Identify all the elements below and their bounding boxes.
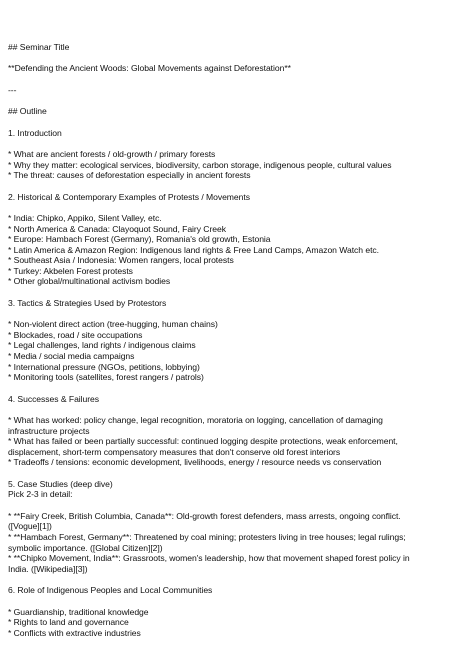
section-4-item: * What has worked: policy change, legal recognition, moratoria on logging, cancellation of damaging xyxy=(8,415,383,426)
section-2-item: * Turkey: Akbelen Forest protests xyxy=(8,265,133,276)
section-4-item: * What has failed or been partially successful: continued logging despite protections, weak enforcement, xyxy=(8,436,398,447)
section-1-title: 1. Introduction xyxy=(8,127,62,138)
section-3-item: * Non-violent direct action (tree-hugging, human chains) xyxy=(8,319,218,330)
section-5-item: symbolic importance. ([Global Citizen][2]) xyxy=(8,542,163,553)
section-5-title: 5. Case Studies (deep dive) xyxy=(8,478,113,489)
section-4-item: displacement, short-term compensatory measures that don't conserve old forest interiors xyxy=(8,446,341,457)
section-3-item: * Legal challenges, land rights / indigenous claims xyxy=(8,340,196,351)
section-2-item: * Other global/multinational activism bodies xyxy=(8,276,171,287)
seminar-title-heading: ## Seminar Title xyxy=(8,42,70,52)
section-1-item: * The threat: causes of deforestation especially in ancient forests xyxy=(8,170,251,181)
section-5-item: * **Chipko Movement, India**: Grassroots, women's leadership, how that movement shaped forest policy in xyxy=(8,553,410,564)
section-4-title: 4. Successes & Failures xyxy=(8,393,100,404)
section-2-title: 2. Historical & Contemporary Examples of Protests / Movements xyxy=(8,191,250,202)
section-2-item: * Latin America & Amazon Region: Indigenous land rights & Free Land Camps, Amazon Watch etc. xyxy=(8,244,380,255)
section-2-item: * Europe: Hambach Forest (Germany), Romania's old growth, Estonia xyxy=(8,234,271,245)
section-5-item: ([Vogue][1]) xyxy=(8,521,52,532)
section-6-title: 6. Role of Indigenous Peoples and Local Communities xyxy=(8,585,213,596)
section-5-intro: Pick 2-3 in detail: xyxy=(8,489,73,500)
section-1-item: * What are ancient forests / old-growth / primary forests xyxy=(8,148,216,159)
section-2-item: * Southeast Asia / Indonesia: Women rangers, local protests xyxy=(8,255,234,266)
section-5-item: * **Hambach Forest, Germany**: Threatened by coal mining; protesters living in tree houses; legal rulings; xyxy=(8,531,406,542)
outline-heading: ## Outline xyxy=(8,106,47,117)
section-5-item: * **Fairy Creek, British Columbia, Canada**: Old-growth forest defenders, mass arrests, ongoing conflict. xyxy=(8,510,401,521)
section-3-item: * Monitoring tools (satellites, forest rangers / patrols) xyxy=(8,372,204,383)
section-1-item: * Why they matter: ecological services, biodiversity, carbon storage, indigenous people, cultural values xyxy=(8,159,392,170)
section-5-item: India. ([Wikipedia][3]) xyxy=(8,563,88,574)
section-2-item: * India: Chipko, Appiko, Silent Valley, etc. xyxy=(8,212,162,223)
section-6-item: * Guardianship, traditional knowledge xyxy=(8,606,149,617)
section-3-item: * International pressure (NGOs, petitions, lobbying) xyxy=(8,361,200,372)
section-2-item: * North America & Canada: Clayoquot Sound, Fairy Creek xyxy=(8,223,226,234)
section-3-title: 3. Tactics & Strategies Used by Protestors xyxy=(8,297,167,308)
section-6-item: * Rights to land and governance xyxy=(8,617,129,628)
horizontal-rule-marker: --- xyxy=(8,84,17,95)
seminar-title: **Defending the Ancient Woods: Global Movements against Deforestation** xyxy=(8,63,291,74)
section-4-item: * Tradeoffs / tensions: economic development, livelihoods, energy / resource needs vs conservation xyxy=(8,457,382,468)
section-6-item: * Conflicts with extractive industries xyxy=(8,627,141,638)
document-body xyxy=(8,42,464,638)
section-3-item: * Media / social media campaigns xyxy=(8,351,135,362)
section-3-item: * Blockades, road / site occupations xyxy=(8,329,143,340)
section-4-item: infrastructure projects xyxy=(8,425,90,436)
